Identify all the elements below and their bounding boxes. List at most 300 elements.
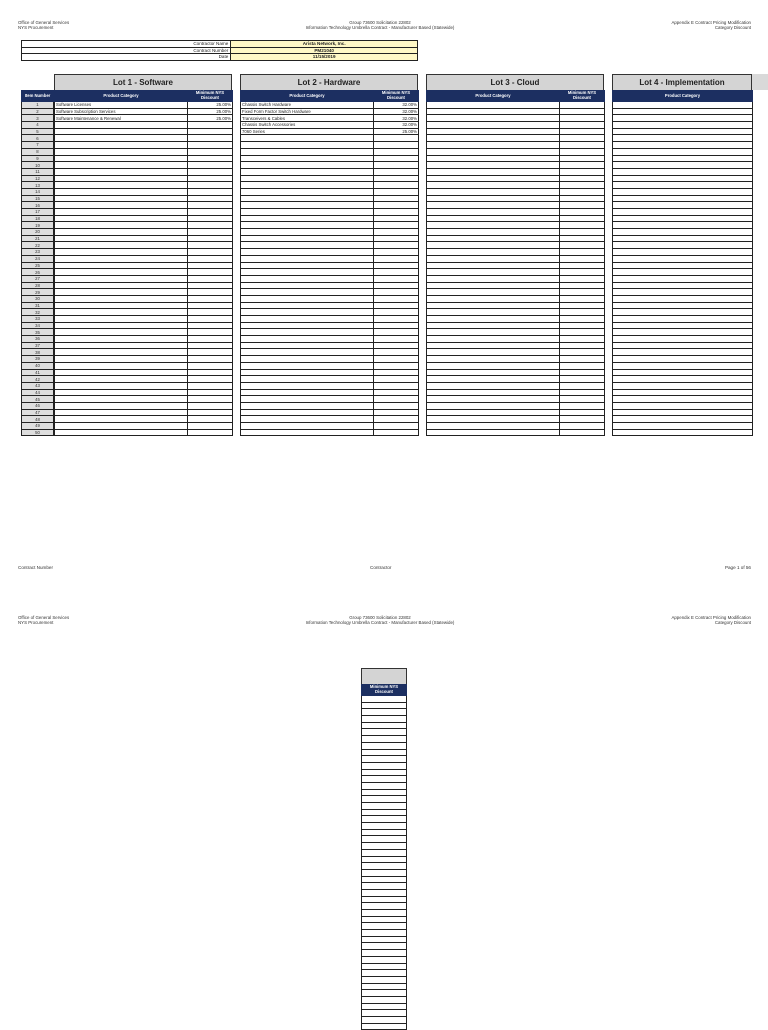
min-discount-cell[interactable] xyxy=(374,182,419,189)
product-category-cell[interactable]: Software Licenses xyxy=(55,102,188,109)
product-category-cell[interactable] xyxy=(427,255,560,262)
min-discount-cell[interactable] xyxy=(362,889,407,896)
product-category-cell[interactable] xyxy=(55,202,188,209)
min-discount-cell[interactable] xyxy=(362,963,407,970)
product-category-cell[interactable] xyxy=(55,168,188,175)
min-discount-cell[interactable] xyxy=(374,429,419,436)
min-discount-cell[interactable] xyxy=(560,389,605,396)
min-discount-cell[interactable] xyxy=(560,122,605,129)
min-discount-cell[interactable] xyxy=(188,229,233,236)
min-discount-cell[interactable] xyxy=(560,175,605,182)
product-category-cell[interactable] xyxy=(241,195,374,202)
product-category-cell[interactable] xyxy=(241,423,374,430)
product-category-cell[interactable] xyxy=(427,316,560,323)
min-discount-cell[interactable] xyxy=(188,249,233,256)
date-field[interactable]: 11/15/2019 xyxy=(231,54,418,61)
product-category-cell[interactable] xyxy=(613,249,753,256)
min-discount-cell[interactable] xyxy=(560,222,605,229)
min-discount-cell[interactable]: 25.00% xyxy=(188,108,233,115)
product-category-cell[interactable] xyxy=(613,295,753,302)
min-discount-cell[interactable] xyxy=(362,823,407,830)
product-category-cell[interactable] xyxy=(55,128,188,135)
min-discount-cell[interactable] xyxy=(188,209,233,216)
min-discount-cell[interactable] xyxy=(188,382,233,389)
min-discount-cell[interactable] xyxy=(362,903,407,910)
product-category-cell[interactable] xyxy=(241,396,374,403)
product-category-cell[interactable] xyxy=(55,396,188,403)
min-discount-cell[interactable] xyxy=(188,416,233,423)
contract-number-field[interactable]: PM21040 xyxy=(231,47,418,54)
product-category-cell[interactable] xyxy=(613,349,753,356)
min-discount-cell[interactable] xyxy=(362,936,407,943)
product-category-cell[interactable] xyxy=(613,302,753,309)
product-category-cell[interactable]: Fixed Form Factor Switch Hardware xyxy=(241,108,374,115)
min-discount-cell[interactable] xyxy=(362,990,407,997)
product-category-cell[interactable] xyxy=(241,409,374,416)
min-discount-cell[interactable] xyxy=(188,215,233,222)
product-category-cell[interactable] xyxy=(613,242,753,249)
product-category-cell[interactable]: Software Subscription Services xyxy=(55,108,188,115)
min-discount-cell[interactable]: 32.00% xyxy=(374,122,419,129)
min-discount-cell[interactable] xyxy=(362,869,407,876)
product-category-cell[interactable]: Transceivers & Cables xyxy=(241,115,374,122)
product-category-cell[interactable] xyxy=(55,423,188,430)
product-category-cell[interactable] xyxy=(55,429,188,436)
product-category-cell[interactable] xyxy=(427,235,560,242)
min-discount-cell[interactable] xyxy=(374,148,419,155)
product-category-cell[interactable] xyxy=(613,255,753,262)
product-category-cell[interactable] xyxy=(241,255,374,262)
min-discount-cell[interactable] xyxy=(374,302,419,309)
product-category-cell[interactable] xyxy=(427,389,560,396)
product-category-cell[interactable] xyxy=(241,329,374,336)
product-category-cell[interactable] xyxy=(613,289,753,296)
min-discount-cell[interactable] xyxy=(560,102,605,109)
product-category-cell[interactable] xyxy=(55,222,188,229)
product-category-cell[interactable]: Chassis Switch Hardware xyxy=(241,102,374,109)
min-discount-cell[interactable] xyxy=(560,128,605,135)
product-category-cell[interactable] xyxy=(613,402,753,409)
min-discount-cell[interactable] xyxy=(374,316,419,323)
product-category-cell[interactable] xyxy=(55,336,188,343)
product-category-cell[interactable] xyxy=(241,142,374,149)
product-category-cell[interactable] xyxy=(427,115,560,122)
min-discount-cell[interactable] xyxy=(362,782,407,789)
min-discount-cell[interactable] xyxy=(362,796,407,803)
min-discount-cell[interactable] xyxy=(362,956,407,963)
product-category-cell[interactable] xyxy=(241,302,374,309)
min-discount-cell[interactable] xyxy=(560,316,605,323)
product-category-cell[interactable] xyxy=(613,382,753,389)
min-discount-cell[interactable] xyxy=(374,416,419,423)
min-discount-cell[interactable] xyxy=(560,142,605,149)
min-discount-cell[interactable] xyxy=(188,135,233,142)
min-discount-cell[interactable] xyxy=(188,182,233,189)
min-discount-cell[interactable] xyxy=(560,269,605,276)
min-discount-cell[interactable] xyxy=(560,202,605,209)
min-discount-cell[interactable] xyxy=(188,269,233,276)
product-category-cell[interactable] xyxy=(427,229,560,236)
product-category-cell[interactable] xyxy=(55,249,188,256)
product-category-cell[interactable] xyxy=(613,376,753,383)
product-category-cell[interactable] xyxy=(55,182,188,189)
min-discount-cell[interactable] xyxy=(188,222,233,229)
product-category-cell[interactable] xyxy=(55,302,188,309)
product-category-cell[interactable] xyxy=(241,356,374,363)
min-discount-cell[interactable] xyxy=(362,883,407,890)
product-category-cell[interactable] xyxy=(55,376,188,383)
min-discount-cell[interactable] xyxy=(560,362,605,369)
min-discount-cell[interactable] xyxy=(362,856,407,863)
product-category-cell[interactable] xyxy=(427,148,560,155)
min-discount-cell[interactable] xyxy=(188,289,233,296)
product-category-cell[interactable] xyxy=(613,188,753,195)
product-category-cell[interactable]: Chassis Switch Accessories xyxy=(241,122,374,129)
product-category-cell[interactable] xyxy=(613,102,753,109)
product-category-cell[interactable] xyxy=(427,336,560,343)
min-discount-cell[interactable] xyxy=(362,950,407,957)
min-discount-cell[interactable] xyxy=(560,409,605,416)
min-discount-cell[interactable] xyxy=(560,275,605,282)
product-category-cell[interactable] xyxy=(613,195,753,202)
product-category-cell[interactable] xyxy=(427,416,560,423)
min-discount-cell[interactable] xyxy=(362,849,407,856)
min-discount-cell[interactable]: 25.00% xyxy=(188,102,233,109)
product-category-cell[interactable] xyxy=(55,175,188,182)
min-discount-cell[interactable] xyxy=(560,148,605,155)
min-discount-cell[interactable] xyxy=(188,295,233,302)
min-discount-cell[interactable] xyxy=(362,722,407,729)
product-category-cell[interactable] xyxy=(427,275,560,282)
product-category-cell[interactable] xyxy=(241,269,374,276)
product-category-cell[interactable] xyxy=(55,402,188,409)
min-discount-cell[interactable] xyxy=(560,108,605,115)
min-discount-cell[interactable] xyxy=(188,309,233,316)
min-discount-cell[interactable] xyxy=(362,876,407,883)
product-category-cell[interactable] xyxy=(55,142,188,149)
min-discount-cell[interactable] xyxy=(188,282,233,289)
product-category-cell[interactable] xyxy=(427,302,560,309)
min-discount-cell[interactable] xyxy=(362,769,407,776)
min-discount-cell[interactable] xyxy=(188,423,233,430)
product-category-cell[interactable] xyxy=(427,209,560,216)
min-discount-cell[interactable] xyxy=(374,215,419,222)
product-category-cell[interactable] xyxy=(55,135,188,142)
product-category-cell[interactable] xyxy=(241,295,374,302)
product-category-cell[interactable] xyxy=(613,202,753,209)
product-category-cell[interactable] xyxy=(55,269,188,276)
min-discount-cell[interactable] xyxy=(560,195,605,202)
min-discount-cell[interactable]: 25.00% xyxy=(374,128,419,135)
product-category-cell[interactable] xyxy=(55,342,188,349)
min-discount-cell[interactable] xyxy=(374,229,419,236)
min-discount-cell[interactable] xyxy=(560,302,605,309)
min-discount-cell[interactable] xyxy=(560,235,605,242)
min-discount-cell[interactable] xyxy=(374,295,419,302)
min-discount-cell[interactable] xyxy=(188,155,233,162)
min-discount-cell[interactable] xyxy=(362,749,407,756)
min-discount-cell[interactable] xyxy=(560,229,605,236)
product-category-cell[interactable] xyxy=(55,322,188,329)
min-discount-cell[interactable] xyxy=(374,402,419,409)
product-category-cell[interactable] xyxy=(613,262,753,269)
product-category-cell[interactable] xyxy=(613,148,753,155)
min-discount-cell[interactable] xyxy=(188,362,233,369)
product-category-cell[interactable] xyxy=(613,389,753,396)
product-category-cell[interactable] xyxy=(55,275,188,282)
min-discount-cell[interactable] xyxy=(374,275,419,282)
min-discount-cell[interactable] xyxy=(560,402,605,409)
min-discount-cell[interactable] xyxy=(560,342,605,349)
product-category-cell[interactable] xyxy=(241,209,374,216)
product-category-cell[interactable] xyxy=(427,289,560,296)
product-category-cell[interactable] xyxy=(427,242,560,249)
product-category-cell[interactable] xyxy=(241,382,374,389)
product-category-cell[interactable] xyxy=(55,409,188,416)
min-discount-cell[interactable] xyxy=(362,1003,407,1010)
min-discount-cell[interactable] xyxy=(188,349,233,356)
min-discount-cell[interactable] xyxy=(362,976,407,983)
product-category-cell[interactable] xyxy=(427,356,560,363)
min-discount-cell[interactable] xyxy=(374,336,419,343)
product-category-cell[interactable] xyxy=(427,222,560,229)
product-category-cell[interactable] xyxy=(613,168,753,175)
min-discount-cell[interactable] xyxy=(560,416,605,423)
product-category-cell[interactable] xyxy=(241,316,374,323)
min-discount-cell[interactable] xyxy=(560,295,605,302)
product-category-cell[interactable] xyxy=(427,382,560,389)
min-discount-cell[interactable] xyxy=(188,202,233,209)
product-category-cell[interactable] xyxy=(613,215,753,222)
product-category-cell[interactable] xyxy=(427,362,560,369)
product-category-cell[interactable] xyxy=(427,142,560,149)
min-discount-cell[interactable] xyxy=(188,322,233,329)
product-category-cell[interactable] xyxy=(613,135,753,142)
min-discount-cell[interactable] xyxy=(560,249,605,256)
min-discount-cell[interactable] xyxy=(374,222,419,229)
product-category-cell[interactable] xyxy=(241,168,374,175)
min-discount-cell[interactable] xyxy=(188,342,233,349)
product-category-cell[interactable] xyxy=(613,329,753,336)
product-category-cell[interactable] xyxy=(55,362,188,369)
product-category-cell[interactable] xyxy=(427,402,560,409)
product-category-cell[interactable] xyxy=(241,135,374,142)
product-category-cell[interactable] xyxy=(241,175,374,182)
min-discount-cell[interactable] xyxy=(560,429,605,436)
min-discount-cell[interactable] xyxy=(560,255,605,262)
min-discount-cell[interactable] xyxy=(362,896,407,903)
product-category-cell[interactable] xyxy=(427,102,560,109)
product-category-cell[interactable] xyxy=(613,162,753,169)
product-category-cell[interactable] xyxy=(55,382,188,389)
min-discount-cell[interactable] xyxy=(374,168,419,175)
min-discount-cell[interactable] xyxy=(188,195,233,202)
product-category-cell[interactable] xyxy=(241,416,374,423)
min-discount-cell[interactable] xyxy=(362,916,407,923)
product-category-cell[interactable] xyxy=(613,282,753,289)
min-discount-cell[interactable] xyxy=(188,316,233,323)
product-category-cell[interactable] xyxy=(241,188,374,195)
product-category-cell[interactable] xyxy=(427,195,560,202)
min-discount-cell[interactable] xyxy=(362,863,407,870)
product-category-cell[interactable] xyxy=(55,188,188,195)
product-category-cell[interactable] xyxy=(613,122,753,129)
min-discount-cell[interactable] xyxy=(362,803,407,810)
min-discount-cell[interactable] xyxy=(374,423,419,430)
product-category-cell[interactable] xyxy=(613,142,753,149)
product-category-cell[interactable] xyxy=(427,329,560,336)
product-category-cell[interactable] xyxy=(55,148,188,155)
min-discount-cell[interactable] xyxy=(362,1010,407,1017)
min-discount-cell[interactable] xyxy=(188,329,233,336)
product-category-cell[interactable] xyxy=(427,269,560,276)
min-discount-cell[interactable] xyxy=(374,155,419,162)
product-category-cell[interactable] xyxy=(55,209,188,216)
product-category-cell[interactable] xyxy=(427,262,560,269)
product-category-cell[interactable] xyxy=(55,356,188,363)
product-category-cell[interactable] xyxy=(613,209,753,216)
min-discount-cell[interactable] xyxy=(374,135,419,142)
min-discount-cell[interactable] xyxy=(188,429,233,436)
product-category-cell[interactable] xyxy=(55,255,188,262)
min-discount-cell[interactable] xyxy=(374,342,419,349)
product-category-cell[interactable] xyxy=(613,416,753,423)
min-discount-cell[interactable] xyxy=(374,329,419,336)
product-category-cell[interactable] xyxy=(55,316,188,323)
min-discount-cell[interactable] xyxy=(374,376,419,383)
min-discount-cell[interactable] xyxy=(188,188,233,195)
min-discount-cell[interactable] xyxy=(560,289,605,296)
product-category-cell[interactable] xyxy=(55,155,188,162)
min-discount-cell[interactable] xyxy=(362,696,407,703)
min-discount-cell[interactable] xyxy=(560,382,605,389)
product-category-cell[interactable] xyxy=(241,202,374,209)
product-category-cell[interactable] xyxy=(241,342,374,349)
product-category-cell[interactable] xyxy=(427,162,560,169)
min-discount-cell[interactable] xyxy=(560,215,605,222)
product-category-cell[interactable] xyxy=(427,396,560,403)
product-category-cell[interactable] xyxy=(55,235,188,242)
product-category-cell[interactable] xyxy=(241,376,374,383)
product-category-cell[interactable] xyxy=(613,309,753,316)
min-discount-cell[interactable] xyxy=(374,369,419,376)
product-category-cell[interactable] xyxy=(427,369,560,376)
product-category-cell[interactable] xyxy=(427,182,560,189)
product-category-cell[interactable] xyxy=(427,376,560,383)
min-discount-cell[interactable] xyxy=(188,376,233,383)
min-discount-cell[interactable] xyxy=(560,209,605,216)
product-category-cell[interactable] xyxy=(613,235,753,242)
product-category-cell[interactable] xyxy=(427,202,560,209)
product-category-cell[interactable] xyxy=(613,269,753,276)
product-category-cell[interactable] xyxy=(427,409,560,416)
product-category-cell[interactable] xyxy=(241,289,374,296)
product-category-cell[interactable] xyxy=(241,249,374,256)
min-discount-cell[interactable] xyxy=(362,1017,407,1024)
min-discount-cell[interactable] xyxy=(560,262,605,269)
product-category-cell[interactable] xyxy=(241,229,374,236)
min-discount-cell[interactable] xyxy=(188,255,233,262)
product-category-cell[interactable] xyxy=(55,416,188,423)
min-discount-cell[interactable] xyxy=(362,702,407,709)
product-category-cell[interactable] xyxy=(241,155,374,162)
min-discount-cell[interactable] xyxy=(362,776,407,783)
min-discount-cell[interactable] xyxy=(188,175,233,182)
min-discount-cell[interactable] xyxy=(560,349,605,356)
min-discount-cell[interactable] xyxy=(560,369,605,376)
product-category-cell[interactable] xyxy=(427,155,560,162)
product-category-cell[interactable] xyxy=(427,135,560,142)
product-category-cell[interactable] xyxy=(427,423,560,430)
min-discount-cell[interactable] xyxy=(362,1023,407,1030)
min-discount-cell[interactable] xyxy=(374,289,419,296)
product-category-cell[interactable] xyxy=(427,349,560,356)
product-category-cell[interactable] xyxy=(613,182,753,189)
min-discount-cell[interactable] xyxy=(362,742,407,749)
min-discount-cell[interactable] xyxy=(560,336,605,343)
min-discount-cell[interactable] xyxy=(362,809,407,816)
product-category-cell[interactable] xyxy=(241,336,374,343)
min-discount-cell[interactable] xyxy=(560,242,605,249)
product-category-cell[interactable] xyxy=(55,215,188,222)
min-discount-cell[interactable] xyxy=(362,836,407,843)
min-discount-cell[interactable] xyxy=(374,382,419,389)
min-discount-cell[interactable] xyxy=(362,736,407,743)
min-discount-cell[interactable] xyxy=(374,389,419,396)
min-discount-cell[interactable] xyxy=(560,309,605,316)
product-category-cell[interactable] xyxy=(55,242,188,249)
product-category-cell[interactable] xyxy=(427,309,560,316)
min-discount-cell[interactable] xyxy=(188,409,233,416)
product-category-cell[interactable] xyxy=(613,369,753,376)
min-discount-cell[interactable] xyxy=(188,396,233,403)
min-discount-cell[interactable] xyxy=(560,155,605,162)
min-discount-cell[interactable]: 32.00% xyxy=(374,115,419,122)
product-category-cell[interactable] xyxy=(241,275,374,282)
min-discount-cell[interactable] xyxy=(188,128,233,135)
product-category-cell[interactable] xyxy=(241,362,374,369)
min-discount-cell[interactable] xyxy=(560,423,605,430)
min-discount-cell[interactable] xyxy=(374,195,419,202)
product-category-cell[interactable] xyxy=(427,342,560,349)
product-category-cell[interactable] xyxy=(241,162,374,169)
min-discount-cell[interactable] xyxy=(188,148,233,155)
min-discount-cell[interactable] xyxy=(362,816,407,823)
min-discount-cell[interactable] xyxy=(374,235,419,242)
product-category-cell[interactable] xyxy=(613,222,753,229)
min-discount-cell[interactable] xyxy=(374,162,419,169)
product-category-cell[interactable] xyxy=(241,349,374,356)
product-category-cell[interactable] xyxy=(613,342,753,349)
product-category-cell[interactable] xyxy=(613,115,753,122)
min-discount-cell[interactable] xyxy=(374,356,419,363)
product-category-cell[interactable] xyxy=(241,242,374,249)
min-discount-cell[interactable] xyxy=(188,142,233,149)
product-category-cell[interactable] xyxy=(613,229,753,236)
min-discount-cell[interactable]: 25.00% xyxy=(188,115,233,122)
min-discount-cell[interactable] xyxy=(374,242,419,249)
min-discount-cell[interactable] xyxy=(188,122,233,129)
min-discount-cell[interactable] xyxy=(374,409,419,416)
product-category-cell[interactable] xyxy=(241,262,374,269)
product-category-cell[interactable] xyxy=(241,235,374,242)
product-category-cell[interactable] xyxy=(427,168,560,175)
min-discount-cell[interactable] xyxy=(362,923,407,930)
min-discount-cell[interactable] xyxy=(560,322,605,329)
min-discount-cell[interactable] xyxy=(560,188,605,195)
min-discount-cell[interactable] xyxy=(188,235,233,242)
product-category-cell[interactable] xyxy=(427,188,560,195)
